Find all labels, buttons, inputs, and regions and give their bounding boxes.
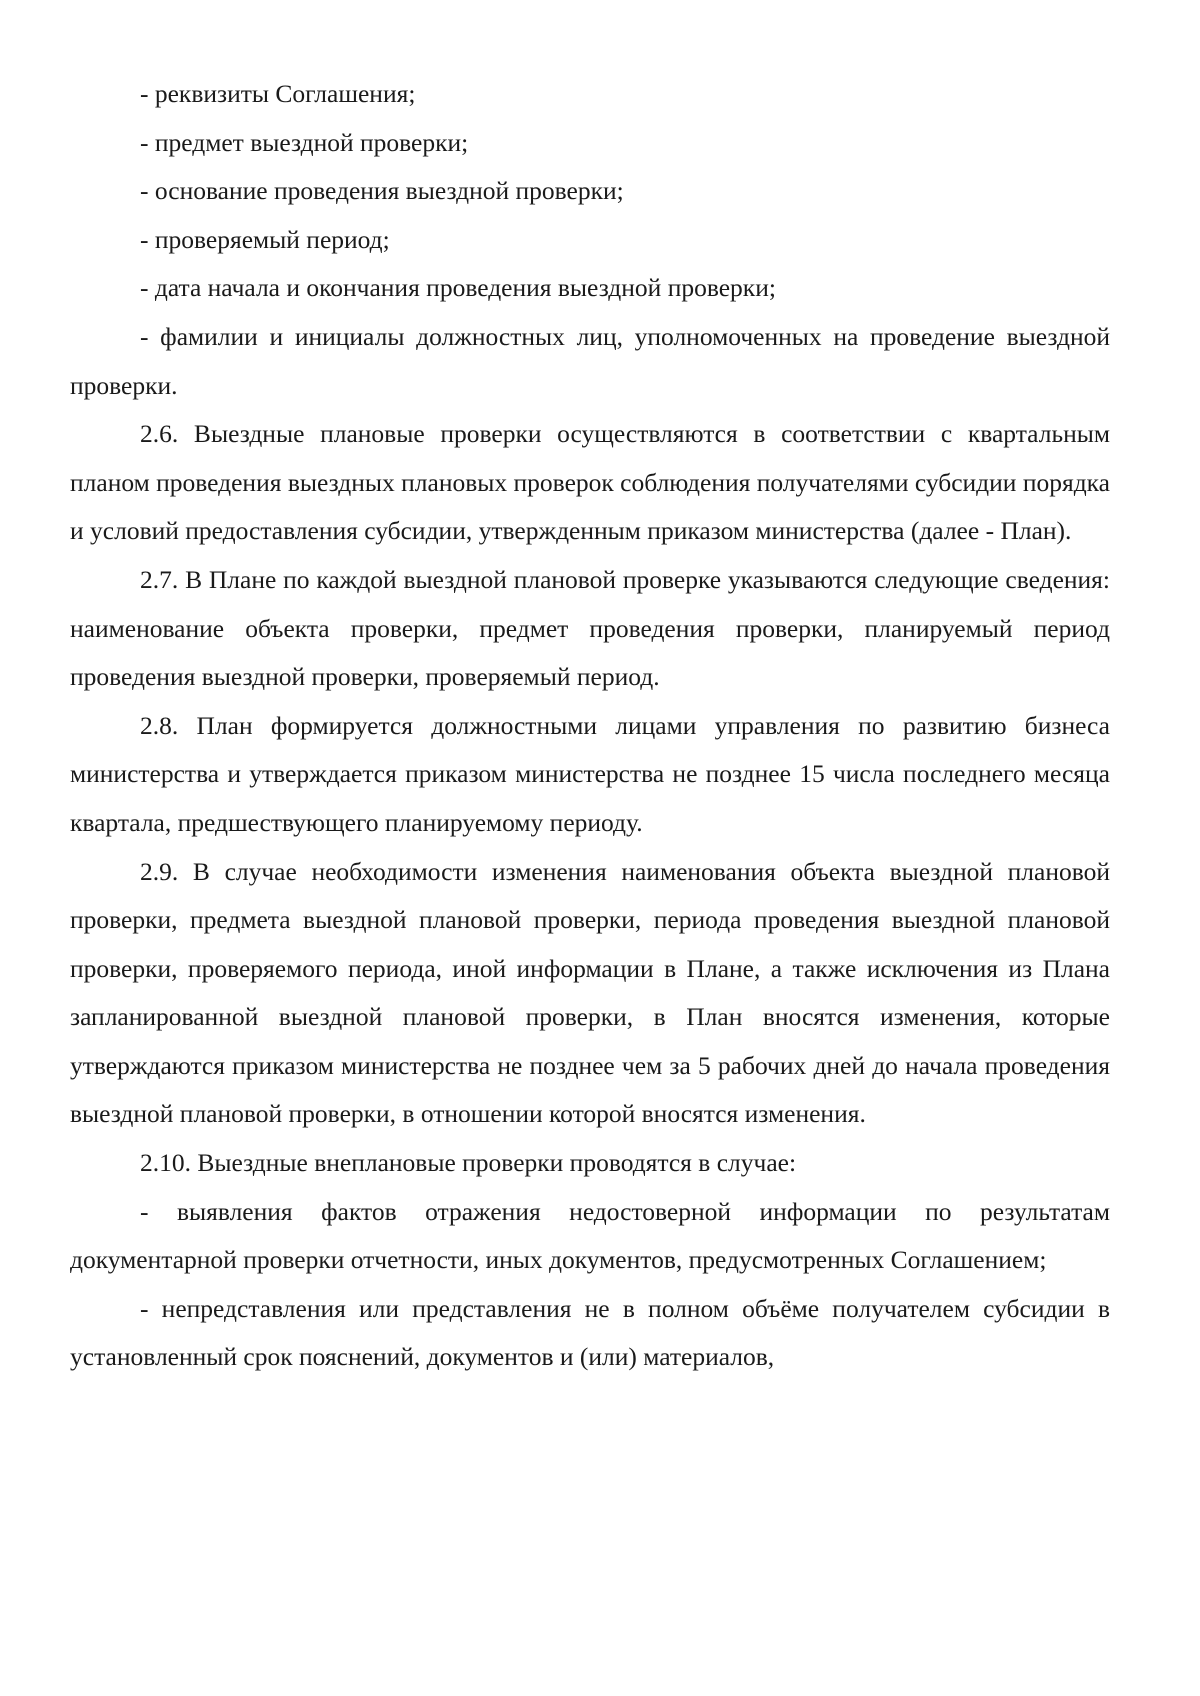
- clause-2-8: 2.8. План формируется должностными лицами управления по развитию бизнеса министерства и утверждается приказом министерства не позднее 15 числа последнего месяца квартала, предшествующего планируемому периоду.: [70, 710, 1110, 837]
- clause-2-7: 2.7. В Плане по каждой выездной плановой проверке указываются следующие сведения: наименование объекта проверки, предмет проведения проверки, планируемый период проведения выездной проверки, проверяемый период.: [70, 564, 1110, 692]
- clause-2-6: 2.6. Выездные плановые проверки осуществляются в соответствии с квартальным планом проведения выездных плановых проверок соблюдения получателями субсидии порядка и условий предоставления субсидии, утвержденным приказом министерства (далее - План).: [70, 419, 1110, 546]
- list-item-audited-period: - проверяемый период;: [140, 224, 390, 254]
- list-item-agreement-details: - реквизиты Соглашения;: [140, 79, 416, 108]
- list-item-non-submission: - непредставления или представления не в полном объёме получателем субсидии в установленный срок пояснений, документов и (или) материалов,: [70, 1293, 1110, 1372]
- list-item-inspection-basis: - основание проведения выездной проверки;: [140, 176, 624, 206]
- clause-2-9: 2.9. В случае необходимости изменения наименования объекта выездной плановой проверки, предмета выездной плановой проверки, периода проведения выездной плановой проверки, проверяемого периода, иной информации в Плане, а также исключения из Плана запланированной выездной плановой проверки, в План вносятся изменения, которые утверждаются приказом министерства не позднее чем за 5 рабочих дней до начала проведения выездной плановой проверки, в отношении которой вносятся изменения.: [70, 856, 1110, 1129]
- list-item-inaccurate-info: - выявления фактов отражения недостоверной информации по результатам документарной проверки отчетности, иных документов, предусмотренных Соглашением;: [70, 1196, 1110, 1275]
- list-item-start-end-dates: - дата начала и окончания проведения выездной проверки;: [140, 273, 776, 303]
- list-item-officials: - фамилии и инициалы должностных лиц, уполномоченных на проведение выездной проверки.: [70, 321, 1110, 400]
- list-item-inspection-subject: - предмет выездной проверки;: [140, 127, 469, 157]
- document-body: [70, 70, 1110, 1382]
- clause-2-10: 2.10. Выездные внеплановые проверки проводятся в случае:: [140, 1148, 797, 1178]
